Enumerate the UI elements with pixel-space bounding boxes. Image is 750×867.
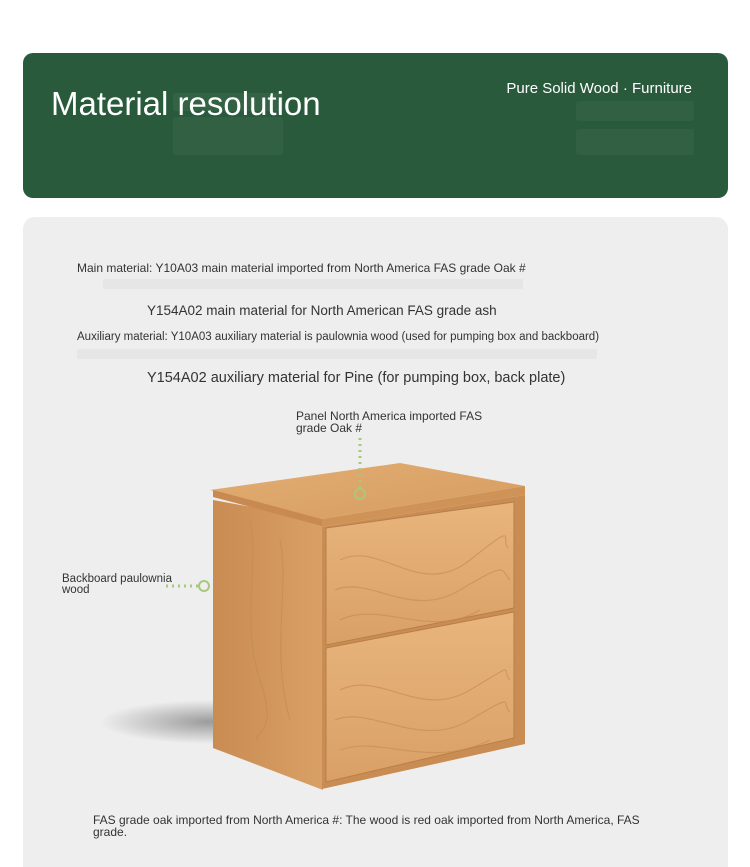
auxiliary-material-text: Auxiliary material: Y10A03 auxiliary material is paulownia wood (used for pumping box and backboard) <box>77 331 600 343</box>
watermark-text <box>77 349 597 359</box>
watermark-text <box>103 279 523 289</box>
main-material-alt-text: Y154A02 main material for North American FAS grade ash <box>147 303 497 318</box>
auxiliary-material-alt-text: Y154A02 auxiliary material for Pine (for pumping box, back plate) <box>147 370 566 386</box>
footnote-text: FAS grade oak imported from North America #: The wood is red oak imported from North America, FAS grade. <box>93 813 640 839</box>
main-material-text: Main material: Y10A03 main material imported from North America FAS grade Oak # <box>77 261 526 275</box>
backboard-callout-label: Backboard paulownia wood <box>62 573 172 596</box>
header-banner <box>23 53 728 198</box>
banner-title: Material resolution <box>51 85 321 122</box>
watermark-text <box>576 101 694 121</box>
banner-subtitle: Pure Solid Wood · Furniture <box>506 80 692 97</box>
material-panel <box>23 217 728 867</box>
watermark-text <box>576 129 694 155</box>
panel-callout-label: Panel North America imported FAS grade Oak # <box>296 409 483 435</box>
watermark-text <box>173 117 283 155</box>
